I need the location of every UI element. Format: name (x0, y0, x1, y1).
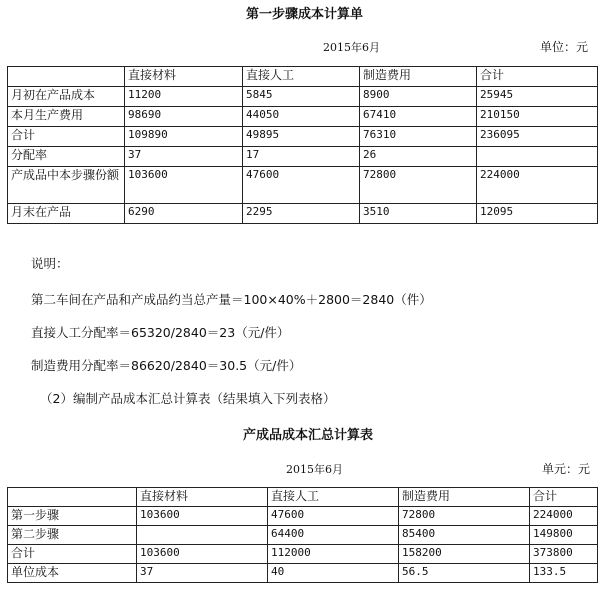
cell: 56.5 (399, 564, 530, 583)
row-label: 分配率 (8, 147, 125, 167)
cell: 158200 (399, 545, 530, 564)
cell: 40 (268, 564, 399, 583)
cell: 47600 (268, 507, 399, 526)
cell: 17 (243, 147, 360, 167)
header-cell: 直接人工 (268, 488, 399, 507)
cell: 37 (137, 564, 268, 583)
notes-line-overhead-rate: 制造费用分配率＝86620/2840＝30.5（元/件） (31, 358, 302, 373)
row-label: 合计 (8, 545, 137, 564)
header-cell: 合计 (530, 488, 598, 507)
cell: 44050 (243, 107, 360, 127)
cell: 49895 (243, 127, 360, 147)
table1-step-one-cost (7, 66, 598, 224)
header-cell: 合计 (477, 67, 598, 87)
table-row (8, 526, 598, 545)
cell: 224000 (477, 167, 598, 204)
cell: 85400 (399, 526, 530, 545)
notes-line-labor-rate: 直接人工分配率＝65320/2840＝23（元/件） (31, 325, 290, 340)
header-cell: 制造费用 (399, 488, 530, 507)
row-label: 月初在产品成本 (8, 87, 125, 107)
table-row (8, 507, 598, 526)
cell: 373800 (530, 545, 598, 564)
header-cell: 直接材料 (137, 488, 268, 507)
cell: 236095 (477, 127, 598, 147)
cell: 210150 (477, 107, 598, 127)
row-label: 合计 (8, 127, 125, 147)
header-cell (8, 67, 125, 87)
table1-date: 2015年6月 (323, 41, 380, 54)
table-header-row (8, 67, 598, 87)
cell: 109890 (125, 127, 243, 147)
table1-unit: 单位：元 (540, 40, 589, 54)
table-row (8, 204, 598, 224)
cell: 37 (125, 147, 243, 167)
table-row (8, 167, 598, 204)
notes-line-instruction: （2）编制产品成本汇总计算表（结果填入下列表格） (40, 391, 336, 406)
notes-label: 说明： (31, 256, 69, 271)
cell: 149800 (530, 526, 598, 545)
cell: 12095 (477, 204, 598, 224)
cell: 5845 (243, 87, 360, 107)
table-row (8, 564, 598, 583)
cell: 98690 (125, 107, 243, 127)
table2-unit: 单元：元 (542, 462, 591, 476)
cell: 2295 (243, 204, 360, 224)
cell: 103600 (125, 167, 243, 204)
cell: 3510 (360, 204, 477, 224)
cell: 103600 (137, 545, 268, 564)
cell: 133.5 (530, 564, 598, 583)
header-cell: 直接材料 (125, 67, 243, 87)
header-cell: 制造费用 (360, 67, 477, 87)
cell: 26 (360, 147, 477, 167)
row-label: 第二步骤 (8, 526, 137, 545)
row-label: 单位成本 (8, 564, 137, 583)
cell: 25945 (477, 87, 598, 107)
table-header-row (8, 488, 598, 507)
cell: 8900 (360, 87, 477, 107)
table2-date: 2015年6月 (286, 463, 343, 476)
cell: 6290 (125, 204, 243, 224)
cell (477, 147, 598, 167)
row-label: 本月生产费用 (8, 107, 125, 127)
header-cell: 直接人工 (243, 67, 360, 87)
row-label: 产成品中本步骤份额 (8, 167, 125, 204)
row-label: 月末在产品 (8, 204, 125, 224)
notes-line-equivalent-output: 第二车间在产品和产成品约当总产量＝100×40%＋2800＝2840（件） (31, 292, 432, 307)
cell: 103600 (137, 507, 268, 526)
cell: 112000 (268, 545, 399, 564)
table2-title: 产成品成本汇总计算表 (243, 428, 374, 443)
table-row (8, 545, 598, 564)
table-row (8, 87, 598, 107)
cell: 224000 (530, 507, 598, 526)
cell: 76310 (360, 127, 477, 147)
header-cell (8, 488, 137, 507)
row-label: 第一步骤 (8, 507, 137, 526)
table2-finished-goods-summary (7, 487, 598, 583)
cell: 67410 (360, 107, 477, 127)
table1-title: 第一步骤成本计算单 (246, 7, 364, 22)
cell: 64400 (268, 526, 399, 545)
table-row (8, 107, 598, 127)
cell: 11200 (125, 87, 243, 107)
cell: 72800 (360, 167, 477, 204)
cell: 72800 (399, 507, 530, 526)
cell (137, 526, 268, 545)
table-row (8, 147, 598, 167)
cell: 47600 (243, 167, 360, 204)
table-row (8, 127, 598, 147)
